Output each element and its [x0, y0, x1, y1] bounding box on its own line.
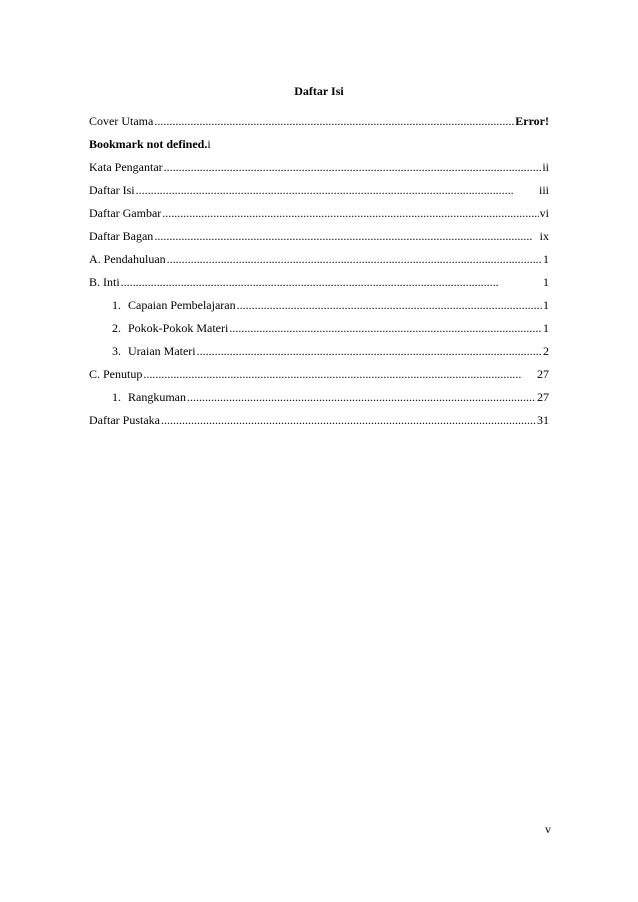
toc-entry-penutup[interactable] [89, 366, 549, 382]
toc-entry-page: 31 [537, 413, 549, 427]
dot-leader [154, 228, 538, 244]
toc-entry-page: 27 [537, 367, 549, 381]
toc-entry-daftar-pustaka[interactable] [89, 412, 549, 428]
toc-entry-pendahuluan[interactable] [89, 251, 549, 267]
toc-entry-page: 1 [543, 298, 549, 312]
toc-entry-label: Capaian Pembelajaran [128, 298, 236, 312]
toc-entry-label: Daftar Bagan [89, 229, 154, 243]
toc-entry-number: 3. [112, 344, 121, 358]
dot-leader [167, 251, 542, 267]
toc-entry-daftar-bagan[interactable] [89, 228, 549, 244]
toc-entry-number: 1. [112, 298, 121, 312]
toc-entry-label: A. Pendahuluan [89, 252, 166, 266]
toc-entry-inti[interactable] [89, 274, 549, 290]
toc-entry-page: 1 [543, 321, 549, 335]
toc-entry-page: ix [539, 229, 549, 243]
dot-leader [143, 366, 536, 382]
dot-leader [121, 274, 542, 290]
toc-entry-page: Error! [515, 114, 549, 128]
dot-leader [229, 320, 542, 336]
toc-entry-page: 1 [543, 275, 549, 289]
toc-entry-daftar-isi[interactable] [89, 182, 549, 198]
toc-entry-number: 1. [112, 390, 121, 404]
toc-entry-label: Daftar Pustaka [89, 413, 160, 427]
toc-entry-label: Pokok-Pokok Materi [128, 321, 229, 335]
toc-entry-page: vi [539, 206, 549, 220]
dot-leader [161, 412, 536, 428]
toc-entry-page: 27 [537, 390, 549, 404]
toc-entry-page: iii [538, 183, 549, 197]
dot-leader [197, 343, 542, 359]
dot-leader [154, 113, 514, 129]
toc-entry-page: 1 [543, 252, 549, 266]
page-number: v [545, 822, 551, 836]
toc-entry-page: i [207, 137, 211, 151]
dot-leader [187, 389, 536, 405]
toc-error-continuation [89, 136, 549, 152]
toc-entry-label: Uraian Materi [128, 344, 196, 358]
toc-entry-label: Rangkuman [128, 390, 186, 404]
toc-entry-uraian-materi[interactable] [89, 343, 549, 359]
table-of-contents [89, 113, 549, 435]
toc-entry-label: B. Inti [89, 275, 120, 289]
toc-entry-daftar-gambar[interactable] [89, 205, 549, 221]
toc-entry-kata-pengantar[interactable] [89, 159, 549, 175]
toc-entry-label: Daftar Isi [89, 183, 135, 197]
toc-entry-rangkuman[interactable] [89, 389, 549, 405]
error-text: Bookmark not defined. [89, 137, 208, 151]
toc-entry-label: Daftar Gambar [89, 206, 162, 220]
dot-leader [162, 205, 538, 221]
toc-entry-page: 2 [543, 344, 549, 358]
toc-entry-capaian-pembelajaran[interactable] [89, 297, 549, 313]
toc-entry-label: Kata Pengantar [89, 160, 163, 174]
toc-entry-label: C. Penutup [89, 367, 143, 381]
toc-entry-number: 2. [112, 321, 121, 335]
dot-leader [164, 159, 542, 175]
toc-entry-page: ii [542, 160, 549, 174]
toc-entry-label: Cover Utama [89, 114, 154, 128]
dot-leader [237, 297, 542, 313]
toc-entry-cover-utama[interactable] [89, 113, 549, 129]
dot-leader [136, 182, 538, 198]
toc-entry-pokok-pokok-materi[interactable] [89, 320, 549, 336]
page-title: Daftar Isi [294, 84, 344, 98]
